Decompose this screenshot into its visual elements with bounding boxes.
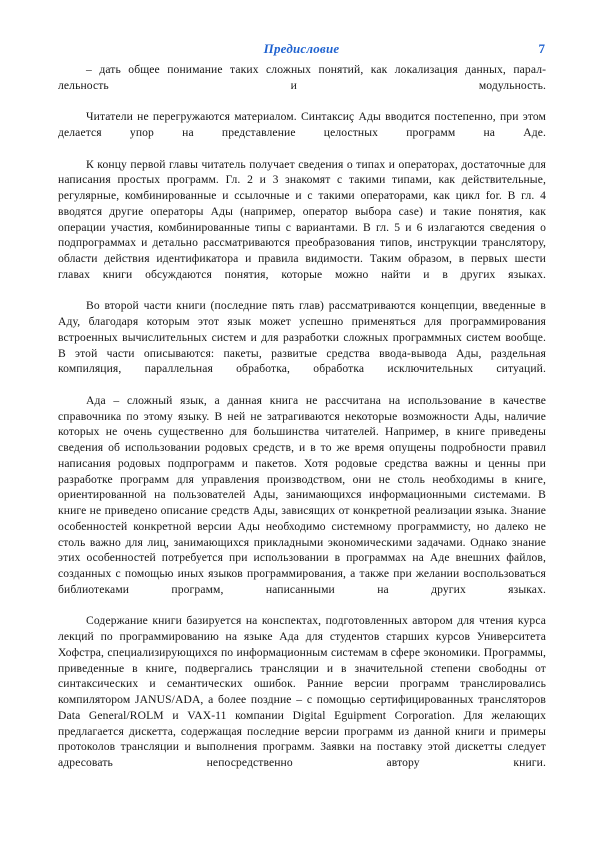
body-paragraph: Во второй части книги (последние пять глав) рассматриваются концепции, введенные в Аду, благодаря которым этот язык может успешно применяться для программирования встроенных вычислительных систем и для разработки сложных программных систем вообще. В этой части описываются: пакеты, развитые средства ввода-вывода Ады, раздельная компиляция, параллельная обработка, обработка исключительных ситуаций. (58, 299, 546, 376)
body-paragraph: – дать общее понимание таких сложных понятий, как локализация данных, параллельность и модульность. (58, 63, 546, 92)
body-paragraph: К концу первой главы читатель получает сведения о типах и операторах, достаточные для написания простых программ. Гл. 2 и 3 знакомят с такими типами, как действительные, регулярные, комбинированные и ссылочные и с такими операторами, как цикл for. В гл. 4 вводятся другие операторы Ады (например, оператор выбора case) и такие понятия, как операции участия, комбинированные типы с вариантами. В гл. 5 и 6 излагаются сведения о подпрограммах и детально рассматриваются преобразования типов, инструкции транслятору, области действия идентификатора и правила видимости. Таким образом, в первых шести главах книги обсуждаются понятия, которые можно найти и в других языках. (58, 157, 546, 281)
body-text-block (58, 62, 546, 787)
body-paragraph: Читатели не перегружаются материалом. Синтаксиç Ады вводится постепенно, при этом делается упор на представление целостных программ на Аде. (58, 110, 546, 139)
body-paragraph: Содержание книги базируется на конспектах, подготовленных автором для чтения курса лекций по программированию на языке Ада для студентов старших курсов Университета Хофстра, специализирующихся по информационным системам в сфере экономики. Программы, приведенные в книге, подвергались трансляции и в значительной степени свободны от синтаксических и семантических ошибок. Ранние версии программ транслировались компилятором JANUS/ADA, а более поздние – с помощью сертифицированных трансляторов Data General/ROLM и VAX-11 компании Digital Eguipment Corporation. Для желающих предлагается дискетта, содержащая последние версии программ из данной книги и примеры протоколов трансляции и выполнения программ. Заявки на поставку этой дискетты следует адресовать непосредственно автору книги. (58, 614, 546, 769)
body-paragraph: Ада – сложный язык, а данная книга не рассчитана на использование в качестве справочника по этому языку. В ней не затрагиваются некоторые возможности Ады, наличие которых не очень существенно для большинства читателей. Например, в книге приведены сведения об использовании родовых средств, и в то же время опущены подробности правил написания родовых подпрограмм и пакетов. Хотя родовые средства важны и ценны при разработке программ для управления производством, они не столь необходимы в книге, ориентированной на пользователей Ады, занимающихся информационными системами. В книге не приведено описание средств Ады, зависящих от конкретной реализации языка. Знание особенностей конкретной версии Ады необходимо системному программисту, но далеко не столь важно для лиц, занимающихся прикладными экономическими задачами. Однако знание этих особенностей потребуется при использовании в программах на Аде внешних файлов, созданных с помощью иных языков программирования, а также при желании воспользоваться библиотеками программ, написанными на других языках. (58, 393, 546, 596)
running-head (58, 40, 545, 60)
running-head-title: Предисловие (263, 41, 340, 56)
page-number: 7 (538, 41, 545, 56)
